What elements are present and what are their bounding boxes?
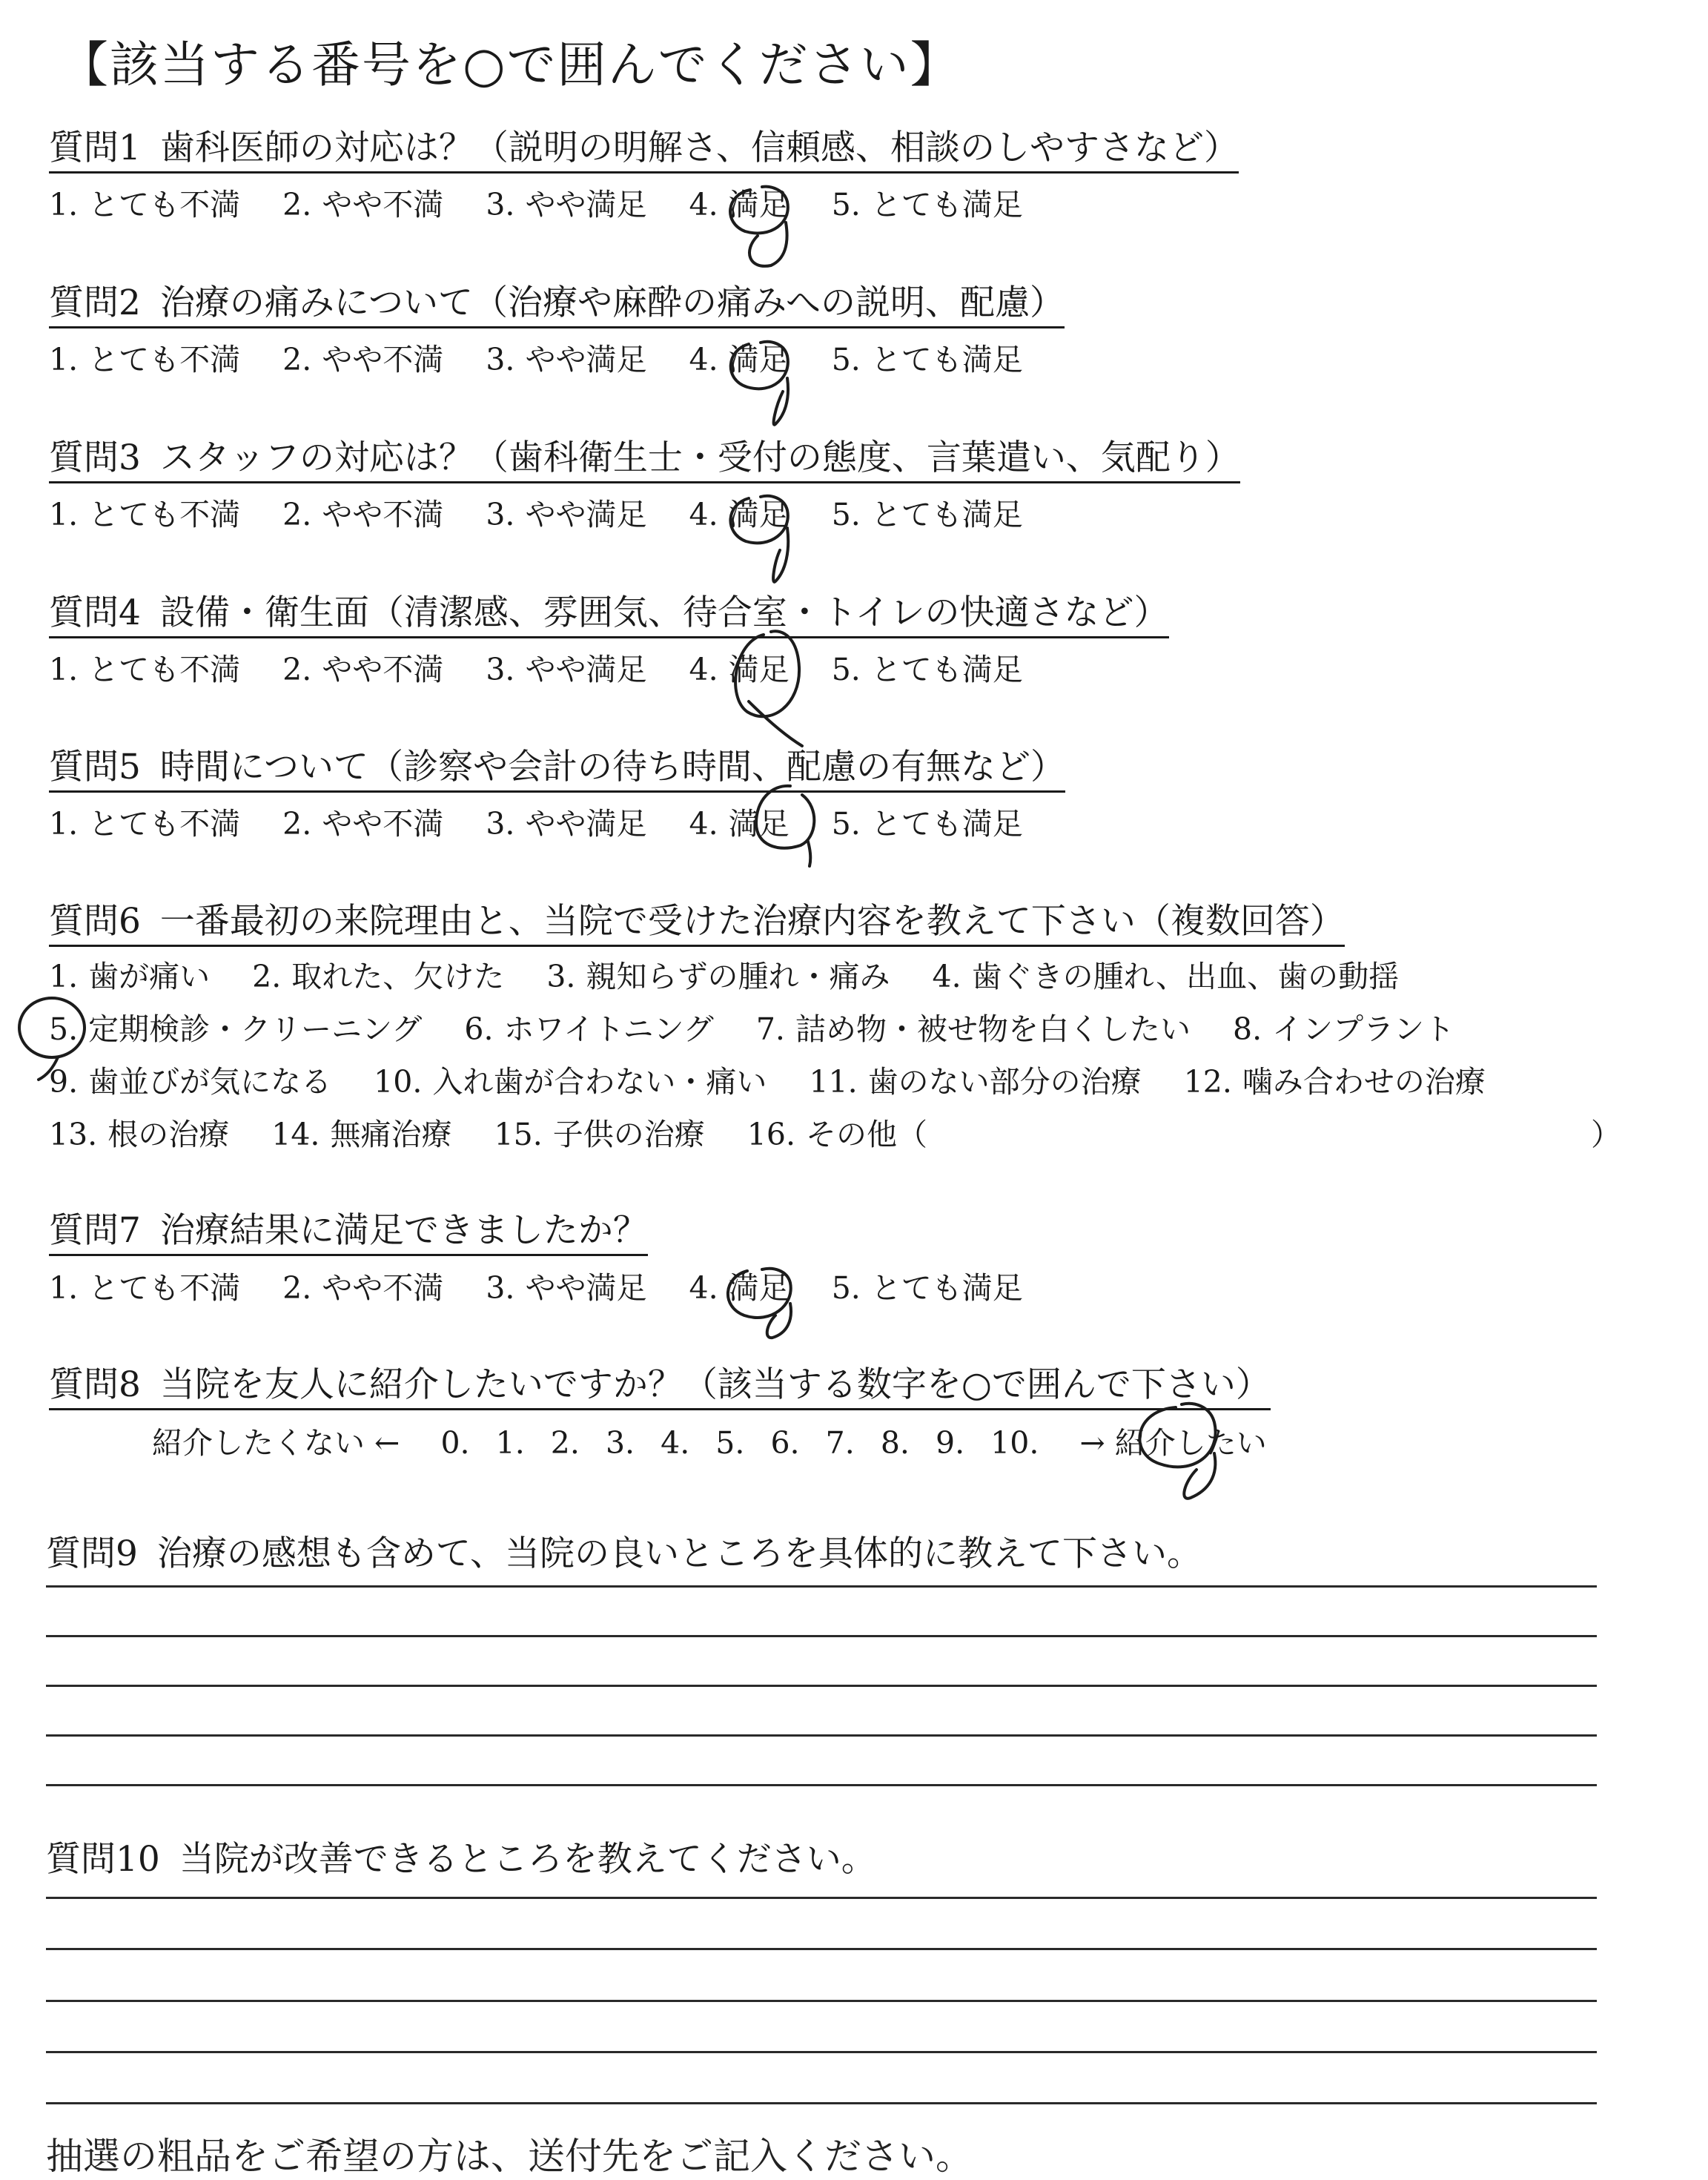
scale-value-8[interactable]: 8. [880,1425,910,1461]
scale-value-5[interactable]: 5. [715,1425,745,1461]
reason-option-4[interactable]: 4. 歯ぐきの腫れ、出血、歯の動揺 [932,959,1400,994]
option-1[interactable]: 1. とても不満 [49,187,241,222]
question-number: 質問3 [49,437,141,478]
reason-option-6[interactable]: 6. ホワイトニング [464,1011,714,1047]
option-4[interactable]: 4. 満足 [689,806,790,842]
option-2[interactable]: 2. やや不満 [282,1270,444,1306]
scale-value-4[interactable]: 4. [661,1425,690,1461]
option-2[interactable]: 2. やや不満 [282,652,444,687]
option-4[interactable]: 4. 満足 [689,342,790,377]
option-3[interactable]: 3. やや満足 [486,1270,647,1306]
question-text: 治療の痛みについて（治療や麻酔の痛みへの説明、配慮） [159,283,1065,323]
answer-mark-q7 [728,1269,791,1338]
reason-option-10[interactable]: 10. 入れ歯が合わない・痛い [374,1064,767,1100]
option-2[interactable]: 2. やや不満 [282,497,444,532]
answer-mark-q6 [19,998,85,1080]
question-text: 歯科医師の対応は？（説明の明解さ、信頼感、相談のしやすさなど） [159,128,1239,168]
question-text: 一番最初の来院理由と、当院で受けた治療内容を教えて下さい（複数回答） [159,901,1345,942]
scale-value-3[interactable]: 3. [605,1425,635,1461]
option-5[interactable]: 5. とても満足 [831,652,1023,687]
option-3[interactable]: 3. やや満足 [486,652,647,687]
question-number: 質問10 [46,1839,160,1880]
option-4[interactable]: 4. 満足 [689,1270,790,1306]
reason-option-7[interactable]: 7. 詰め物・被せ物を白くしたい [755,1011,1191,1047]
question-text: 治療結果に満足できましたか？ [159,1210,648,1251]
option-5[interactable]: 5. とても満足 [831,497,1023,532]
option-3[interactable]: 3. やや満足 [486,806,647,842]
reason-option-8[interactable]: 8. インプラント [1233,1011,1455,1047]
page-title: 【該当する番号を○で囲んでください】 [59,36,961,93]
scale-value-6[interactable]: 6. [770,1425,800,1461]
option-1[interactable]: 1. とても不満 [49,1270,241,1306]
reason-option-3[interactable]: 3. 親知らずの腫れ・痛み [546,959,890,994]
answer-mark-q2 [731,342,788,425]
answer-mark-q3 [730,496,788,582]
scale-right-label: → 紹介したい [1079,1425,1267,1461]
option-4[interactable]: 4. 満足 [689,497,790,532]
question-number: 質問5 [49,747,141,787]
option-2[interactable]: 2. やや不満 [282,342,444,377]
answer-mark-q8 [1139,1404,1215,1499]
scale-value-10[interactable]: 10. [990,1425,1039,1461]
reason-option-2[interactable]: 2. 取れた、欠けた [252,959,505,994]
scale-value-2[interactable]: 2. [550,1425,580,1461]
reason-option-12[interactable]: 12. 噛み合わせの治療 [1183,1064,1486,1100]
question-number: 質問6 [49,901,141,942]
option-1[interactable]: 1. とても不満 [49,497,241,532]
question-number: 質問7 [49,1210,141,1251]
option-5[interactable]: 5. とても満足 [831,806,1023,842]
reason-option-11[interactable]: 11. 歯のない部分の治療 [809,1064,1142,1100]
reason-option-5[interactable]: 5. 定期検診・クリーニング [49,1011,423,1047]
scale-value-0[interactable]: 0. [440,1425,470,1461]
option-1[interactable]: 1. とても不満 [49,806,241,842]
option-3[interactable]: 3. やや満足 [486,187,647,222]
scale-value-7[interactable]: 7. [825,1425,855,1461]
question-number: 質問8 [49,1364,141,1405]
option-4[interactable]: 4. 満足 [689,652,790,687]
question-number: 質問4 [49,592,141,633]
option-3[interactable]: 3. やや満足 [486,342,647,377]
scale-left-label: 紹介したくない ← [152,1425,400,1461]
question-text: 設備・衛生面（清潔感、雰囲気、待合室・トイレの快適さなど） [159,592,1169,633]
option-1[interactable]: 1. とても不満 [49,652,241,687]
other-close-paren: ） [1591,1117,1621,1152]
reason-option-1[interactable]: 1. 歯が痛い [49,959,211,994]
option-4[interactable]: 4. 満足 [689,187,790,222]
reason-option-15[interactable]: 15. 子供の治療 [494,1117,705,1152]
answer-mark-q4 [735,631,802,746]
reason-option-9[interactable]: 9. 歯並びが気になる [49,1064,332,1100]
scale-value-9[interactable]: 9. [935,1425,965,1461]
question-number: 質問9 [46,1533,138,1574]
option-3[interactable]: 3. やや満足 [486,497,647,532]
question-text: 治療の感想も含めて、当院の良いところを具体的に教えて下さい。 [156,1533,1202,1574]
option-5[interactable]: 5. とても満足 [831,187,1023,222]
question-text: 当院が改善できるところを教えてください。 [179,1839,876,1880]
scale-value-1[interactable]: 1. [495,1425,525,1461]
reason-option-14[interactable]: 14. 無痛治療 [271,1117,452,1152]
option-2[interactable]: 2. やや不満 [282,806,444,842]
reason-option-13[interactable]: 13. 根の治療 [49,1117,230,1152]
option-1[interactable]: 1. とても不満 [49,342,241,377]
question-number: 質問1 [49,128,141,168]
answer-mark-q5 [756,786,814,866]
answer-mark-q1 [730,187,788,266]
reason-option-16[interactable]: 16. その他（ [747,1117,928,1152]
question-text: スタッフの対応は？（歯科衛生士・受付の態度、言葉遣い、気配り） [159,437,1240,478]
option-2[interactable]: 2. やや不満 [282,187,444,222]
footer-note: 抽選の粗品をご希望の方は、送付先をご記入ください。 [46,2135,973,2178]
option-5[interactable]: 5. とても満足 [831,342,1023,377]
question-number: 質問2 [49,283,141,323]
question-text: 時間について（診察や会計の待ち時間、配慮の有無など） [159,747,1065,787]
option-5[interactable]: 5. とても満足 [831,1270,1023,1306]
question-text: 当院を友人に紹介したいですか？（該当する数字を○で囲んで下さい） [159,1364,1271,1405]
